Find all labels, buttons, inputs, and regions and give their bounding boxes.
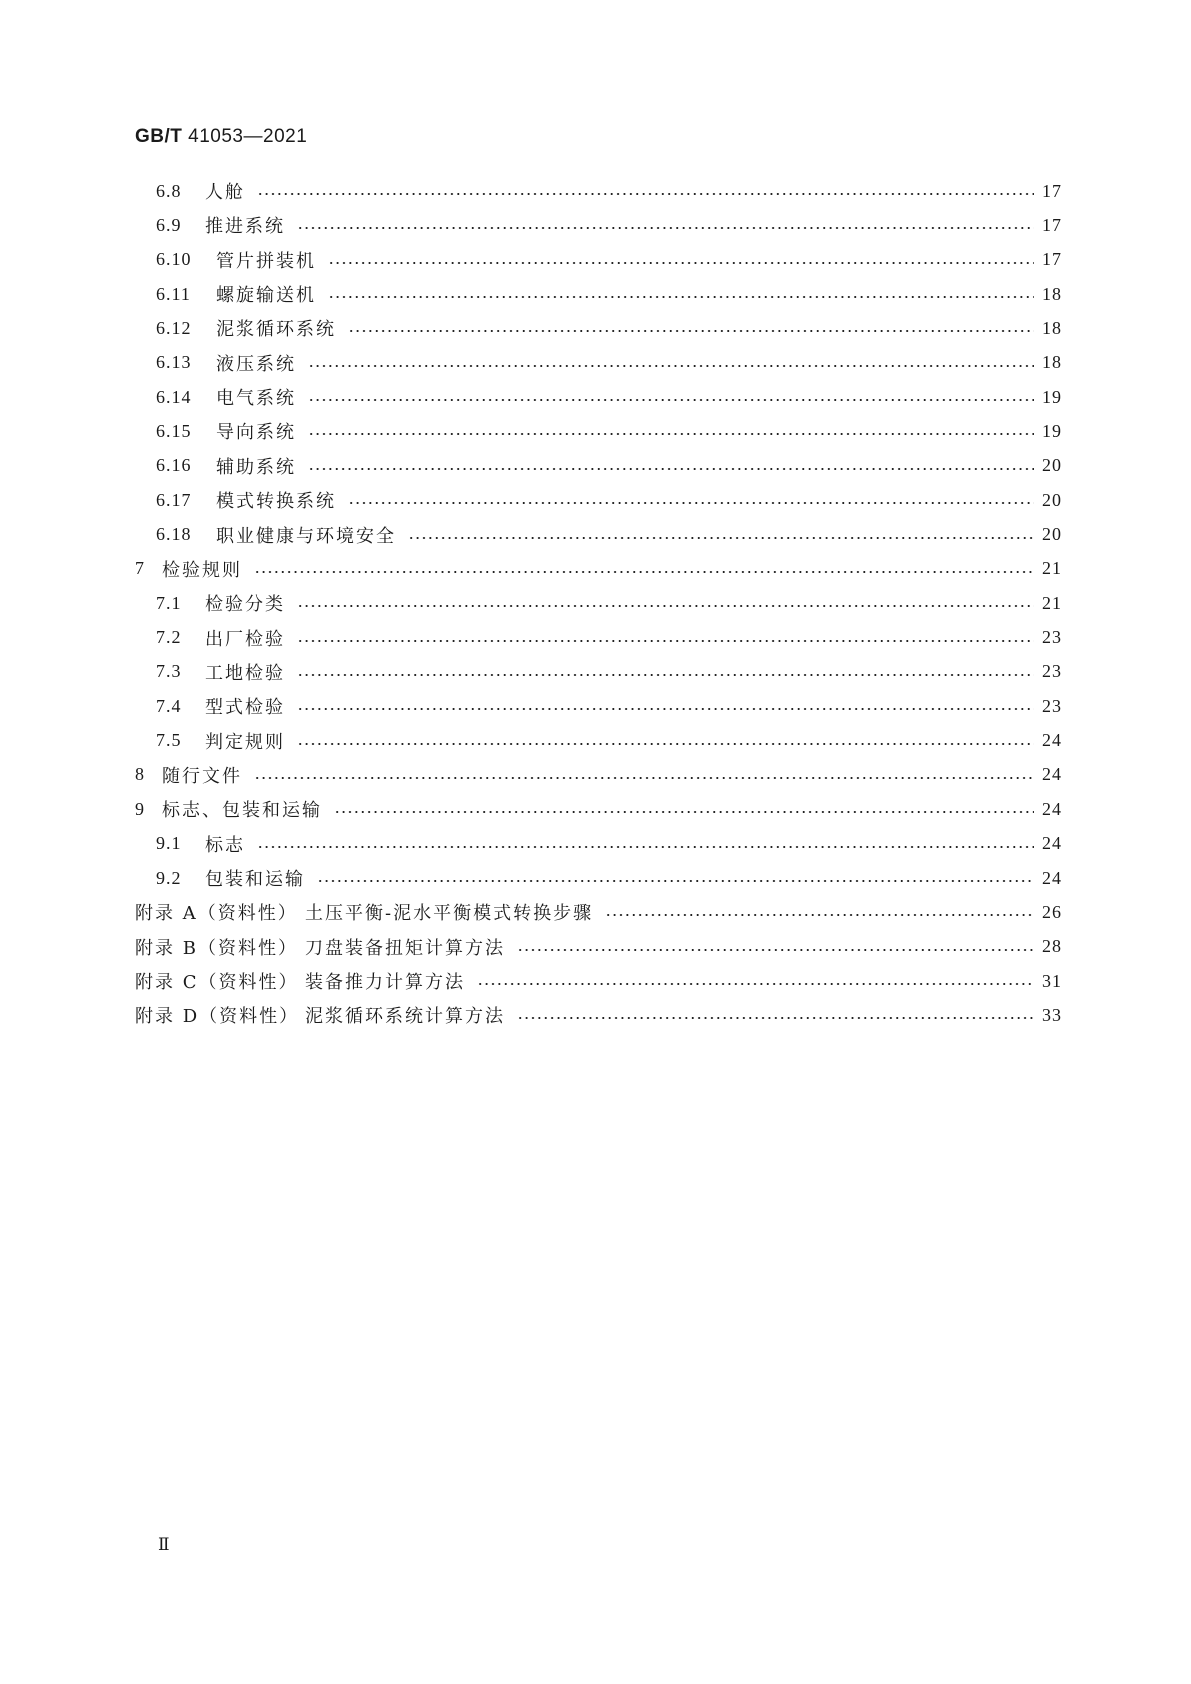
toc-entry-number: 9 xyxy=(135,798,145,819)
toc-entry-page: 17 xyxy=(1042,214,1062,235)
toc-entry-page: 23 xyxy=(1042,661,1062,682)
toc-entry[interactable] xyxy=(156,588,1062,618)
dot-leader xyxy=(297,605,1034,607)
toc-entry-page: 17 xyxy=(1042,180,1062,201)
toc-entry[interactable] xyxy=(156,829,1062,859)
toc-entry[interactable] xyxy=(135,897,1062,927)
toc-entry-number: 6.12 xyxy=(156,317,192,338)
toc-entry-number: 7.5 xyxy=(156,730,182,751)
toc-entry-title: 导向系统 xyxy=(216,422,296,444)
toc-entry-title: 电气系统 xyxy=(216,388,296,410)
page-number: Ⅱ xyxy=(158,1535,170,1554)
toc-entry-page: 21 xyxy=(1042,592,1062,613)
toc-entry-title: 辅助系统 xyxy=(216,456,296,478)
toc-entry-title: 工地检验 xyxy=(205,662,285,684)
page-header xyxy=(135,126,307,148)
toc-entry-title: 检验分类 xyxy=(205,594,285,616)
dot-leader xyxy=(348,502,1034,504)
toc-entry-title: 泥浆循环系统 xyxy=(216,319,336,341)
toc-entry-title: 刀盘装备扭矩计算方法 xyxy=(305,937,505,959)
toc-entry-page: 24 xyxy=(1042,798,1062,819)
toc-entry-title: 标志 xyxy=(205,834,245,856)
toc-entry[interactable] xyxy=(156,382,1062,412)
toc-entry-title: 标志、包装和运输 xyxy=(162,800,322,822)
standard-number: 41053—2021 xyxy=(182,126,308,147)
toc-entry-title: 包装和运输 xyxy=(205,869,305,890)
toc-entry[interactable] xyxy=(156,657,1062,687)
toc-entry-number: 附录 A（资料性） xyxy=(135,903,298,925)
toc-entry-title: 螺旋输送机 xyxy=(216,285,316,307)
toc-entry-number: 7 xyxy=(135,558,145,579)
toc-entry-page: 28 xyxy=(1042,936,1062,957)
toc-entry-title: 装备推力计算方法 xyxy=(305,972,465,994)
dot-leader xyxy=(308,365,1034,367)
toc-entry[interactable] xyxy=(135,932,1062,962)
toc-entry-page: 26 xyxy=(1042,901,1062,922)
toc-entry-number: 6.17 xyxy=(156,489,192,510)
dot-leader xyxy=(328,296,1034,298)
toc-entry-page: 18 xyxy=(1042,317,1062,338)
toc-entry-number: 7.4 xyxy=(156,695,182,716)
toc-entry-page: 24 xyxy=(1042,867,1062,888)
dot-leader xyxy=(348,330,1034,332)
dot-leader xyxy=(297,227,1034,229)
toc-entry-title: 泥浆循环系统计算方法 xyxy=(305,1006,505,1028)
toc-entry-number: 附录 C（资料性） xyxy=(135,972,299,994)
toc-entry-title: 检验规则 xyxy=(162,559,242,581)
toc-entry[interactable] xyxy=(156,691,1062,721)
dot-leader xyxy=(317,880,1034,882)
toc-entry-number: 6.11 xyxy=(156,283,191,304)
toc-entry-number: 6.14 xyxy=(156,386,192,407)
toc-entry[interactable] xyxy=(156,245,1062,275)
toc-entry-title: 土压平衡-泥水平衡模式转换步骤 xyxy=(305,903,594,925)
toc-entry[interactable] xyxy=(156,726,1062,756)
toc-entry[interactable] xyxy=(156,210,1062,240)
toc-entry-number: 6.15 xyxy=(156,420,192,441)
dot-leader xyxy=(308,433,1034,435)
toc-entry-number: 6.18 xyxy=(156,524,192,544)
toc-entry-page: 24 xyxy=(1042,833,1062,854)
toc-entry[interactable] xyxy=(156,416,1062,446)
toc-entry-title: 判定规则 xyxy=(205,731,285,753)
toc-entry-number: 9.1 xyxy=(156,833,182,854)
toc-entry[interactable] xyxy=(156,176,1062,206)
toc-entry-page: 20 xyxy=(1042,455,1062,476)
toc-entry-page: 24 xyxy=(1042,730,1062,751)
toc-entry[interactable] xyxy=(156,348,1062,378)
toc-entry-page: 18 xyxy=(1042,352,1062,373)
dot-leader xyxy=(477,983,1034,985)
dot-leader xyxy=(517,949,1034,951)
dot-leader xyxy=(297,640,1034,642)
toc-entry-page: 17 xyxy=(1042,249,1062,270)
toc-entry-number: 7.2 xyxy=(156,627,182,648)
toc-entry-number: 7.3 xyxy=(156,661,182,682)
toc-entry-title: 液压系统 xyxy=(216,353,296,375)
toc-entry-page: 21 xyxy=(1042,558,1062,579)
toc-entry[interactable] xyxy=(135,760,1062,790)
toc-entry-title: 职业健康与环境安全 xyxy=(216,525,396,547)
dot-leader xyxy=(254,571,1034,573)
toc-entry-number: 6.16 xyxy=(156,455,192,476)
dot-leader xyxy=(408,537,1034,539)
toc-entry-number: 9.2 xyxy=(156,867,182,888)
toc-entry-title: 人舱 xyxy=(205,182,245,203)
toc-entry-title: 出厂检验 xyxy=(205,628,285,650)
toc-entry[interactable] xyxy=(135,554,1062,584)
dot-leader xyxy=(605,914,1034,916)
toc-entry-page: 31 xyxy=(1042,970,1062,991)
toc-entry-number: 6.13 xyxy=(156,352,192,373)
dot-leader xyxy=(308,468,1034,470)
toc-entry-title: 管片拼装机 xyxy=(216,250,316,272)
toc-entry[interactable] xyxy=(156,863,1062,893)
toc-entry-page: 23 xyxy=(1042,695,1062,716)
dot-leader xyxy=(297,743,1034,745)
toc-entry-number: 6.9 xyxy=(156,214,182,235)
toc-entry[interactable] xyxy=(156,520,1062,550)
toc-entry[interactable] xyxy=(156,623,1062,653)
dot-leader xyxy=(254,777,1034,779)
toc-entry-number: 附录 D（资料性） xyxy=(135,1006,300,1028)
dot-leader xyxy=(334,811,1034,813)
toc-entry-number: 7.1 xyxy=(156,592,182,613)
toc-entry-page: 20 xyxy=(1042,524,1062,544)
dot-leader xyxy=(308,399,1034,401)
toc-entry-number: 附录 B（资料性） xyxy=(135,937,298,959)
toc-entry[interactable] xyxy=(156,485,1062,515)
toc-entry[interactable] xyxy=(135,1000,1062,1030)
standard-prefix: GB/T xyxy=(135,126,183,147)
toc-entry[interactable] xyxy=(135,794,1062,824)
toc-entry-title: 随行文件 xyxy=(162,765,242,787)
dot-leader xyxy=(517,1017,1034,1019)
toc-entry-page: 20 xyxy=(1042,489,1062,510)
toc-entry[interactable] xyxy=(156,451,1062,481)
toc-entry-page: 19 xyxy=(1042,420,1062,441)
toc-entry-page: 19 xyxy=(1042,386,1062,407)
toc-entry[interactable] xyxy=(156,313,1062,343)
dot-leader xyxy=(297,708,1034,710)
toc-entry-page: 24 xyxy=(1042,764,1062,785)
toc-entry[interactable] xyxy=(135,966,1062,996)
toc-entry-number: 6.10 xyxy=(156,249,192,270)
toc-entry-number: 6.8 xyxy=(156,180,182,201)
toc-entry-title: 型式检验 xyxy=(205,697,285,719)
toc-entry-page: 18 xyxy=(1042,283,1062,304)
dot-leader xyxy=(257,846,1034,848)
toc-entry-title: 推进系统 xyxy=(205,216,285,238)
toc-entry-title: 模式转换系统 xyxy=(216,491,336,513)
toc-entry-page: 33 xyxy=(1042,1004,1062,1025)
dot-leader xyxy=(297,674,1034,676)
dot-leader xyxy=(328,262,1034,264)
toc-entry[interactable] xyxy=(156,279,1062,309)
toc-entry-number: 8 xyxy=(135,764,145,785)
toc-entry-page: 23 xyxy=(1042,627,1062,648)
dot-leader xyxy=(257,193,1034,195)
